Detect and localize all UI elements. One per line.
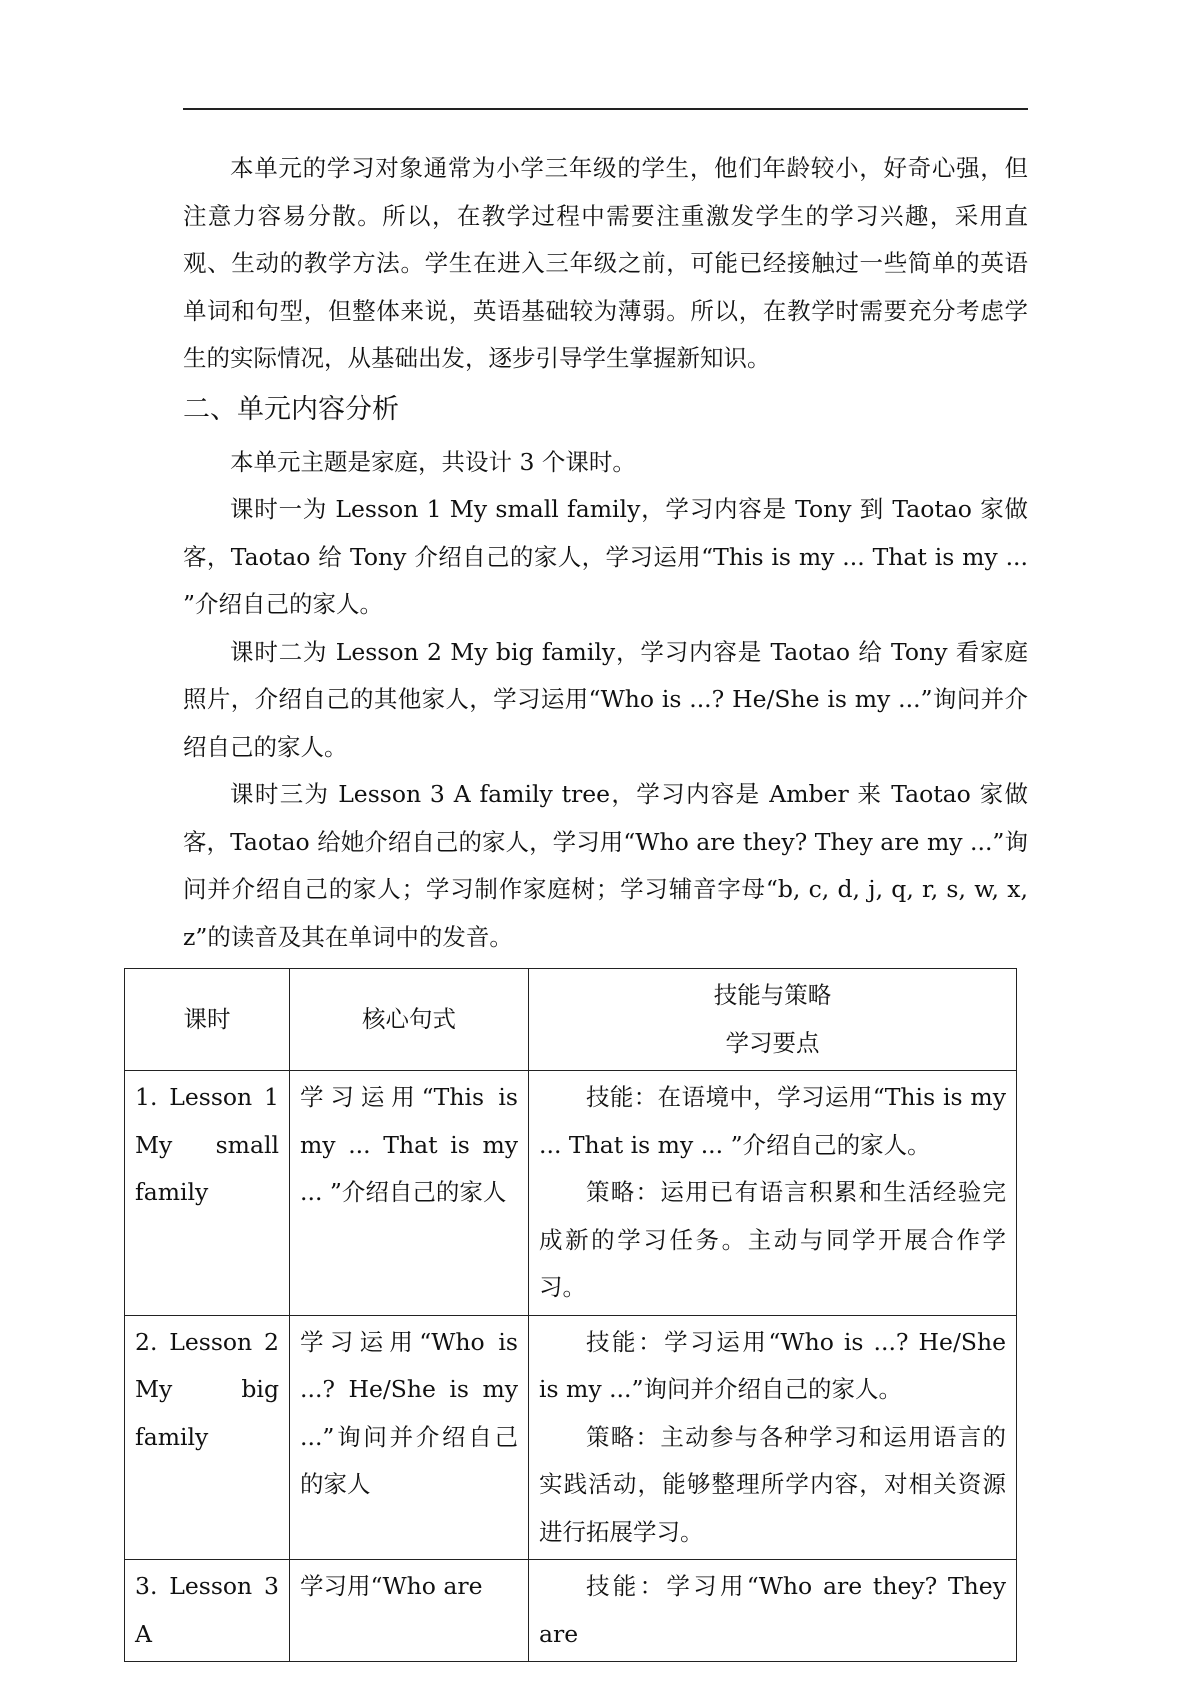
table-row	[125, 1560, 1017, 1662]
header-skills-line2: 学习要点	[725, 1028, 820, 1057]
row2-skill: 技能：学习运用“Who is ...? He/She is my ...”询问并介绍自己的家人。	[539, 1327, 1006, 1403]
intro-paragraph: 本单元的学习对象通常为小学三年级的学生，他们年龄较小，好奇心强，但注意力容易分散。所以，在教学过程中需要注重激发学生的学习兴趣，采用直观、生动的教学方法。学生在进入三年级之前，可能已经接触过一些简单的英语单词和句型，但整体来说，英语基础较为薄弱。所以，在教学时需要充分考虑学生的实际情况，从基础出发，逐步引导学生掌握新知识。	[183, 154, 1028, 372]
row2-strategy: 策略：主动参与各种学习和运用语言的实践活动，能够整理所学内容，对相关资源进行拓展学习。	[539, 1422, 1006, 1546]
row3-lesson: 3. Lesson 3 A	[125, 1560, 290, 1662]
table-row	[125, 1315, 1017, 1560]
row1-lesson: 1. Lesson 1 My small family	[125, 1071, 290, 1316]
lesson-3-paragraph: 课时三为 Lesson 3 A family tree，学习内容是 Amber 来 Taotao 家做客，Taotao 给她介绍自己的家人，学习用“Who are they? They are my ...”询问并介绍自己的家人；学习制作家庭树；学习辅音字母“b, c, d, j, q, r, s, w, x, z”的读音及其在单词中的发音。	[183, 780, 1028, 951]
row1-strategy: 策略：运用已有语言积累和生活经验完成新的学习任务。主动与同学开展合作学习。	[539, 1178, 1006, 1301]
row1-core-sentence: 学习运用“This is my ... That is my ... ”介绍自己的家人	[290, 1071, 529, 1316]
row1-skill: 技能：在语境中，学习运用“This is my ... That is my ... ”介绍自己的家人。	[539, 1083, 1006, 1159]
header-skills-line1: 技能与策略	[713, 981, 832, 1009]
lesson-1-paragraph: 课时一为 Lesson 1 My small family，学习内容是 Tony 到 Taotao 家做客，Taotao 给 Tony 介绍自己的家人，学习运用“This is my ... That is my ... ”介绍自己的家人。	[183, 495, 1028, 618]
row3-skills-cell	[529, 1560, 1017, 1662]
header-core-sentence: 核心句式	[290, 969, 529, 1071]
unit-summary-paragraph: 本单元主题是家庭，共设计 3 个课时。	[230, 447, 636, 476]
section-heading: 二、单元内容分析	[183, 393, 399, 425]
lesson-table	[124, 968, 1017, 1662]
row2-skills-cell	[529, 1315, 1017, 1560]
lesson-2-paragraph: 课时二为 Lesson 2 My big family，学习内容是 Taotao 给 Tony 看家庭照片，介绍自己的其他家人，学习运用“Who is ...? He/She is my ...”询问并介绍自己的家人。	[183, 637, 1028, 761]
row3-core-sentence: 学习用“Who are	[290, 1560, 529, 1662]
header-lesson: 课时	[125, 969, 290, 1071]
header-rule	[183, 108, 1028, 110]
table-header-row	[125, 969, 1017, 1071]
row2-lesson: 2. Lesson 2 My big family	[125, 1315, 290, 1560]
row1-skills-cell	[529, 1071, 1017, 1316]
row3-skill: 技能：学习用“Who are they? They are	[539, 1572, 1006, 1648]
row2-core-sentence: 学习运用“Who is ...? He/She is my ...”询问并介绍自己的家人	[290, 1315, 529, 1560]
table-row	[125, 1071, 1017, 1316]
body-text	[183, 145, 1028, 961]
header-skills	[529, 969, 1017, 1071]
